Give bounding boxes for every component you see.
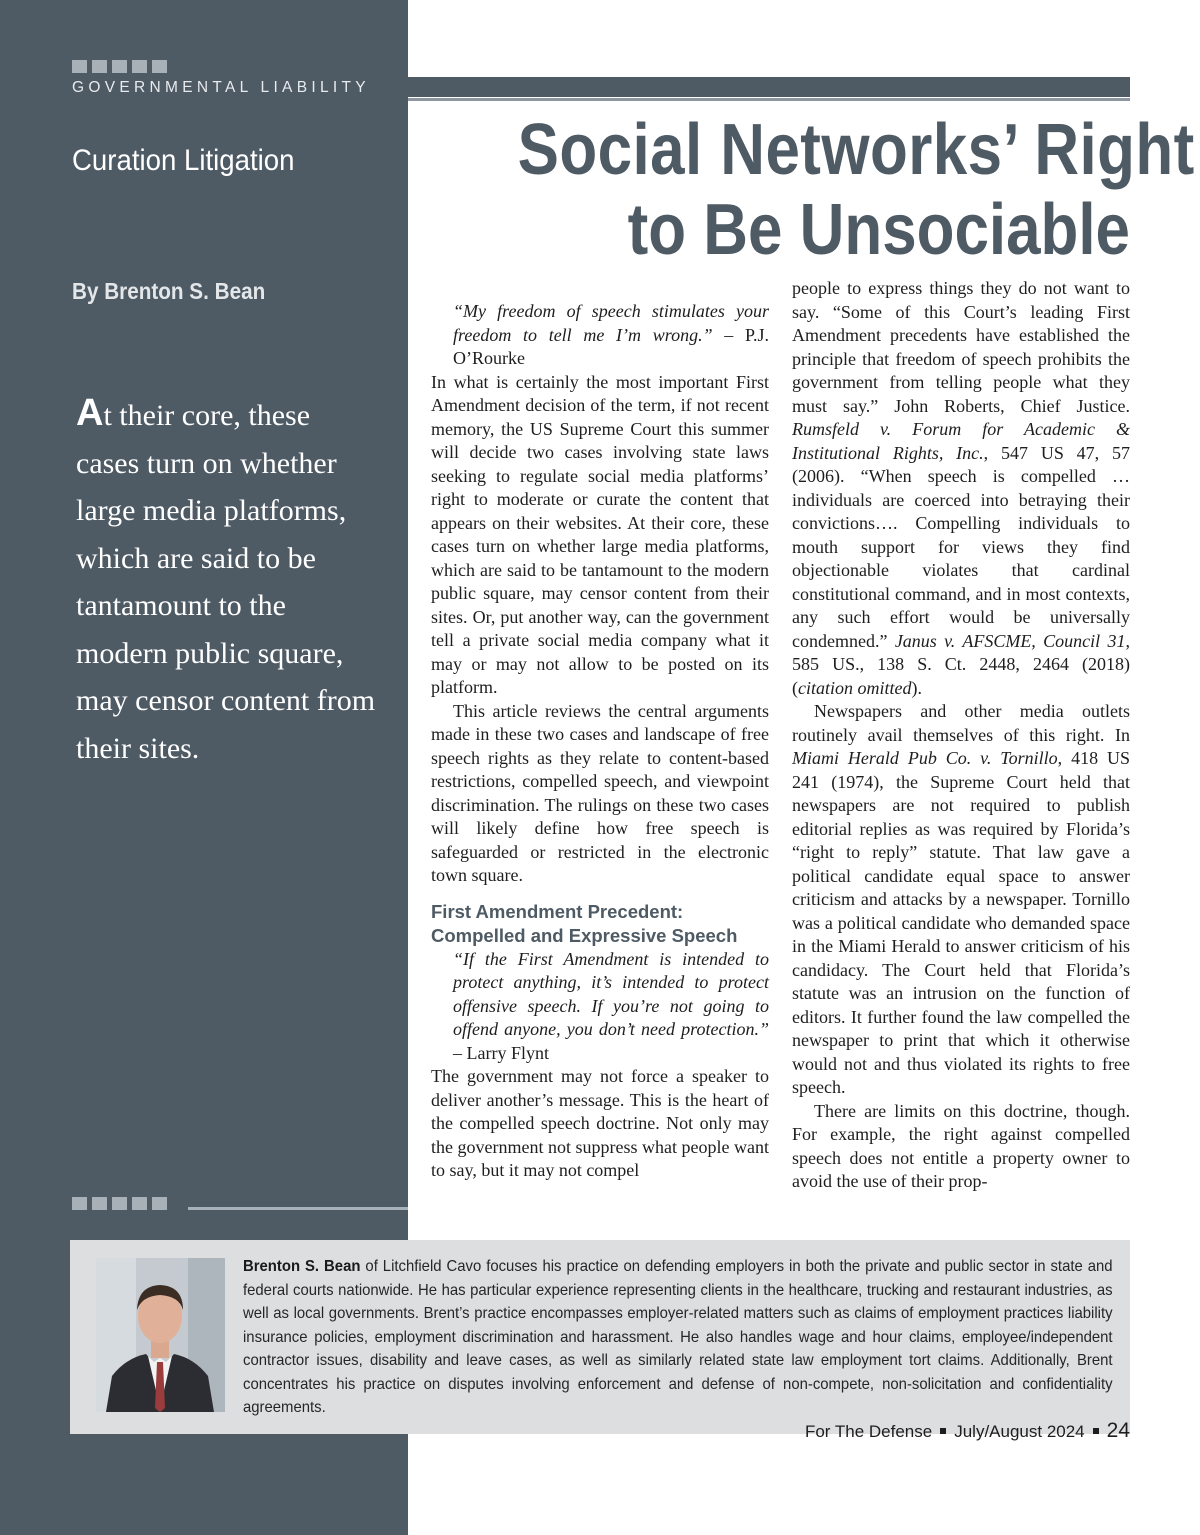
paragraph: Newspapers and other media outlets routinely avail themselves of this right. In Miami Herald Pub Co. v. Tornillo, 418 US 241 (1974), the Supreme Court held that newspapers are not required to publish editorial replies as was required by Florida’s “right to reply” statute. That law gave a political candidate equal space to answer criticism and attacks by a newspaper. Tornillo was a political candidate who demanded space in the Miami Herald to answer criticism of his candidacy. The Court held that Florida’s statute was an intrusion on the function of editors. It further found the law compelled the newspaper to print that which it otherwise would not and thus violated its rights to free speech.: [792, 701, 1130, 1097]
pull-quote-text: t their core, these cases turn on whether large media platforms, which are said to be tantamount to the modern public square, may censor content from their sites.: [76, 399, 376, 765]
section-subhead: First Amendment Precedent: Compelled and Expressive Speech: [431, 900, 738, 946]
pull-quote: [76, 390, 376, 772]
paragraph: In what is certainly the most important First Amendment decision of the term, if not recent memory, the US Supreme Court this summer will decide two cases involving state laws seeking to regulate social media platforms’ right to moderate or curate the content that appears on their websites. At their core, these cases turn on whether large media platforms, which are said to be tantamount to the modern public square, may censor content from their sites. Or, put another way, can the government tell a private social media company what it may or may not allow to be posted on its platform.: [431, 371, 769, 697]
author-photo: [96, 1258, 225, 1412]
article-column-2: [792, 277, 1130, 1194]
byline: By Brenton S. Bean: [72, 278, 266, 304]
paragraph: The government may not force a speaker to deliver another’s message. This is the heart of the compelled speech doctrine. Not only may the government not suppress what people want to say, but it may not compel: [431, 1066, 769, 1180]
kicker: Curation Litigation: [72, 144, 295, 177]
decorative-squares-bottom: [72, 1197, 167, 1210]
header-rule-line: [408, 98, 1130, 101]
epigraph-1: “My freedom of speech stimulates your freedom to tell me I’m wrong.” – P.J. O’Rourke: [453, 301, 770, 368]
page-footer: [805, 1419, 1130, 1449]
author-bio-box: [70, 1240, 1130, 1434]
article-title: [418, 110, 1195, 270]
drop-cap: A: [76, 392, 104, 434]
paragraph: people to express things they do not want to say. “Some of this Court’s leading First Amendment precedents have established the principle that freedom of speech prohibits the government from telling people what they must say.” John Roberts, Chief Justice. Rumsfeld v. Forum for Academic & Institutional Rights, Inc., 547 US 47, 57 (2006). “When speech is compelled … individuals are coerced into betraying their convictions…. Compelling individuals to mouth support for views they find objectionable violates that cardinal constitutional command, and in most contexts, any such effort would be universally condemned.” Janus v. AFSCME, Council 31, 585 US., 138 S. Ct. 2448, 2464 (2018) (citation omitted).: [792, 278, 1130, 698]
title-line-2: to Be Unsociable: [627, 190, 1130, 270]
epigraph-2: “If the First Amendment is intended to protect anything, it’s intended to protect offensive speech. If you’re not going to offend anyone, you don’t need protection.” – Larry Flynt: [453, 948, 769, 1063]
author-bio-text: Brenton S. Bean of Litchfield Cavo focuses his practice on defending employers in both the private and public sector in state and federal courts nationwide. He has particular experience representing clients in the healthcare, trucking and restaurant industries, as well as local governments. Brent’s practice encompasses employer-related matters such as claims of employment practices liability insurance policies, employment discrimination and harassment. He also handles wage and hour claims, employee/independent contractor issues, disability and leave cases, as well as similarly related state law employment tort claims. Additionally, Brent concentrates his practice on disputes involving enforcement and defense of non-compete, non-solicitation and confidentiality agreements.: [243, 1258, 1113, 1416]
title-line-1: Social Networks’ Right: [517, 110, 1195, 190]
sidebar-bottom-rule: [188, 1207, 408, 1210]
header-rule-bar: [408, 77, 1130, 97]
issue-date: July/August 2024: [954, 1422, 1085, 1441]
bullet-separator: [940, 1428, 946, 1434]
paragraph: This article reviews the central arguments made in these two cases and landscape of free speech rights as they relate to content-based restrictions, compelled speech, and viewpoint discrimination. The rulings on these two cases will likely define how free speech is safeguarded or restricted in the electronic town square.: [431, 700, 769, 885]
article-column-1: [431, 300, 769, 1183]
decorative-squares-top: [72, 60, 167, 73]
section-label: GOVERNMENTAL LIABILITY: [72, 79, 370, 96]
publication-name: For The Defense: [804, 1422, 933, 1441]
paragraph: There are limits on this doctrine, though. For example, the right against compelled speech does not entitle a property owner to avoid the use of their prop-: [792, 1100, 1130, 1191]
bullet-separator: [1093, 1428, 1099, 1434]
page-number: 24: [1106, 1419, 1130, 1442]
